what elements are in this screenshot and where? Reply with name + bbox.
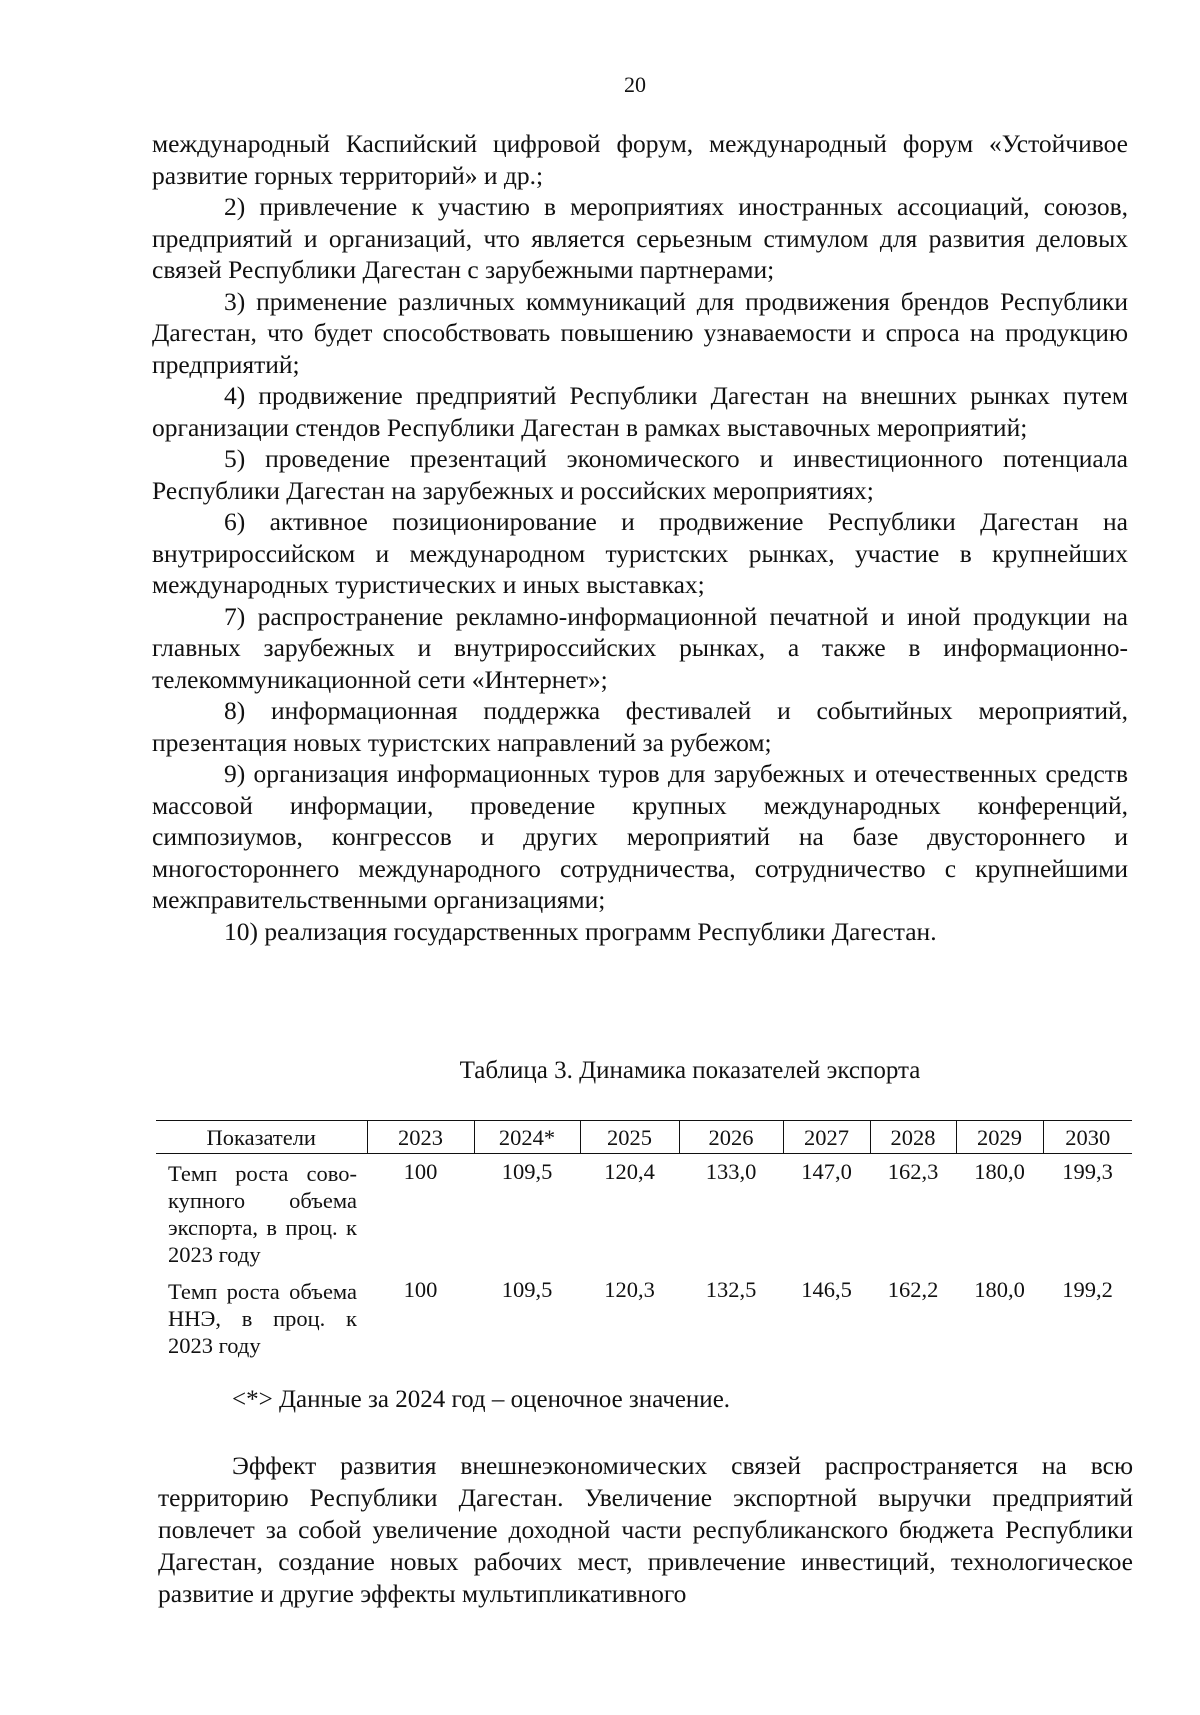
table-row [156, 1154, 1132, 1273]
list-item-10: 10) реализация государственных программ Республики Дагестан. [224, 916, 937, 946]
header-year: 2025 [580, 1121, 679, 1154]
table-cell: 120,3 [604, 1277, 655, 1302]
table-cell: 180,0 [974, 1159, 1025, 1184]
header-year: 2028 [870, 1121, 956, 1154]
table-cell: 162,3 [887, 1159, 939, 1184]
list-item-3: 3) применение различных коммуникаций для продвижения брендов Республики Дагестан, что будет способствовать повышению узнаваемости и спроса на продукцию предприятий; [152, 286, 1128, 379]
header-year: 2030 [1043, 1121, 1132, 1154]
table-cell: 162,2 [887, 1277, 939, 1302]
table-cell: 109,5 [501, 1277, 553, 1302]
table-cell: 132,5 [705, 1277, 757, 1302]
table-row [156, 1272, 1132, 1363]
header-year: 2026 [679, 1121, 783, 1154]
header-year: 2024* [474, 1121, 580, 1154]
list-item-8: 8) информационная поддержка фестивалей и событийных мероприятий, презентация новых туристских направлений за рубежом; [152, 696, 1128, 757]
closing-paragraph: Эффект развития внешнеэкономических связей распространяется на всю территорию Республики Дагестан. Увеличение экспортной выручки предприятий повлечет за собой увеличение доходной части республиканского бюджета Республики Дагестан, создание новых рабочих мест, привлечение инвестиций, технологическое развитие и другие эффекты мультипликативного [158, 1451, 1133, 1608]
export-table [156, 1120, 1132, 1363]
table-cell: 109,5 [501, 1159, 553, 1184]
row-label: Темп роста объема ННЭ, в проц. к 2023 году [168, 1279, 357, 1358]
paragraph-continuation: международный Каспийский цифровой форум, международный форум «Устойчивое развитие горных территорий» и др.; [152, 129, 1128, 190]
list-item-6: 6) активное позиционирование и продвижение Республики Дагестан на внутрироссийском и международном туристских рынках, участие в крупнейших международных туристических и иных выставках; [152, 507, 1128, 599]
header-indicator: Показатели [156, 1121, 367, 1154]
table-cell: 147,0 [801, 1159, 852, 1184]
table-header-row [156, 1121, 1132, 1154]
list-item-5: 5) проведение презентаций экономического и инвестиционного потенциала Республики Дагестан на зарубежных и российских мероприятиях; [152, 444, 1128, 505]
body-text [152, 128, 1128, 947]
table-footnote: <*> Данные за 2024 год – оценочное значение. [232, 1386, 731, 1413]
table-caption: Таблица 3. Динамика показателей экспорта [459, 1057, 921, 1084]
table-cell: 199,2 [1062, 1277, 1113, 1302]
list-item-4: 4) продвижение предприятий Республики Дагестан на внешних рынках путем организации стендов Республики Дагестан в рамках выставочных мероприятий; [152, 381, 1128, 442]
row-label: Темп роста сово-купного объема экспорта, в проц. к 2023 году [168, 1161, 357, 1267]
table-cell: 100 [403, 1277, 438, 1302]
list-item-9: 9) организация информационных туров для зарубежных и отечественных средств массовой информации, проведение крупных международных конференций, симпозиумов, конгрессов и других мероприятий на базе двустороннего и многостороннего международного сотрудничества, сотрудничество с крупнейшими межправительственными организациями; [152, 759, 1128, 914]
table-cell: 199,3 [1062, 1159, 1113, 1184]
page-number: 20 [624, 72, 646, 97]
list-item-7: 7) распространение рекламно-информационной печатной и иной продукции на главных зарубежных и внутрироссийских рынках, а также в информационно-телекоммуникационной сети «Интернет»; [152, 601, 1128, 694]
closing-text [158, 1450, 1133, 1610]
table-cell: 100 [403, 1159, 438, 1184]
table-cell: 133,0 [705, 1159, 757, 1184]
header-year: 2029 [956, 1121, 1043, 1154]
list-item-2: 2) привлечение к участию в мероприятиях иностранных ассоциаций, союзов, предприятий и организаций, что является серьезным стимулом для развития деловых связей Республики Дагестан с зарубежными партнерами; [152, 192, 1128, 284]
table-cell: 120,4 [604, 1159, 655, 1184]
header-year: 2023 [367, 1121, 474, 1154]
table-cell: 146,5 [801, 1277, 852, 1302]
table-cell: 180,0 [974, 1277, 1025, 1302]
header-year: 2027 [783, 1121, 870, 1154]
